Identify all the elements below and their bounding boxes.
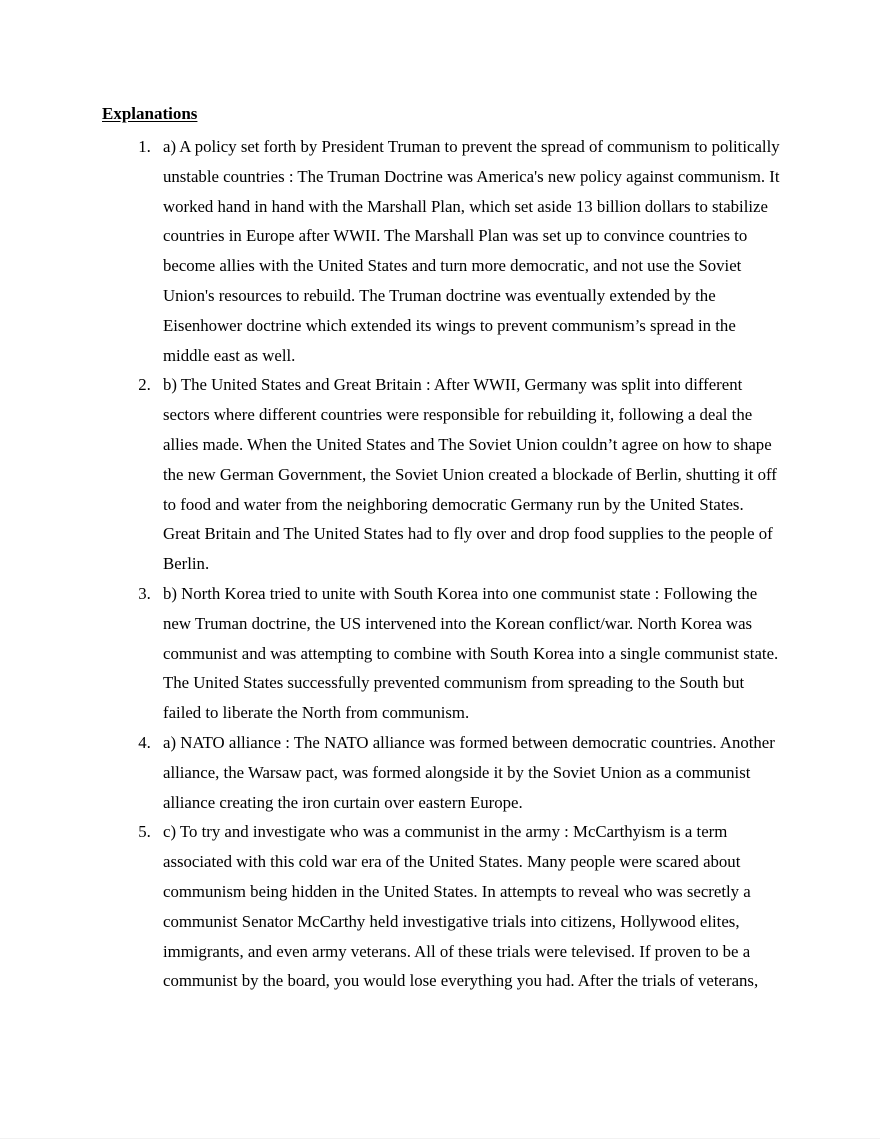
list-item: [155, 132, 782, 370]
page-title: Explanations: [102, 104, 198, 123]
list-item-text: b) The United States and Great Britain : After WWII, Germany was split into different sectors where different countries were responsible for rebuilding it, following a deal the allies made. When the United States and The Soviet Union couldn’t agree on how to shape the new German Government, the Soviet Union created a blockade of Berlin, shutting it off to food and water from the neighboring democratic Germany run by the United States. Great Britain and The United States had to fly over and drop food supplies to the people of Berlin.: [163, 375, 777, 574]
list-item: [155, 579, 782, 728]
list-item: [155, 817, 782, 996]
list-item: [155, 728, 782, 817]
list-item-text: a) A policy set forth by President Truman to prevent the spread of communism to politically unstable countries : The Truman Doctrine was America's new policy against communism. It worked hand in hand with the Marshall Plan, which set aside 13 billion dollars to stabilize countries in Europe after WWII. The Marshall Plan was set up to convince countries to become allies with the United States and turn more democratic, and not use the Soviet Union's resources to rebuild. The Truman doctrine was eventually extended by the Eisenhower doctrine which extended its wings to prevent communism’s spread in the middle east as well.: [163, 137, 780, 365]
document-body: [102, 104, 782, 996]
list-item-text: b) North Korea tried to unite with South Korea into one communist state : Following the new Truman doctrine, the US intervened into the Korean conflict/war. North Korea was communist and was attempting to combine with South Korea into a single communist state. The United States successfully prevented communism from spreading to the South but failed to liberate the North from communism.: [163, 583, 779, 723]
list-item-text: a) NATO alliance : The NATO alliance was formed between democratic countries. Another alliance, the Warsaw pact, was formed alongside it by the Soviet Union as a communist alliance creating the iron curtain over eastern Europe.: [163, 732, 775, 812]
list-item-text: c) To try and investigate who was a communist in the army : McCarthyism is a term associated with this cold war era of the United States. Many people were scared about communism being hidden in the United States. In attempts to reveal who was secretly a communist Senator McCarthy held investigative trials into citizens, Hollywood elites, immigrants, and even army veterans. All of these trials were televised. If proven to be a communist by the board, you would lose everything you had. After the trials of veterans,: [163, 822, 759, 991]
explanation-list: [102, 132, 782, 996]
list-item: [155, 370, 782, 579]
